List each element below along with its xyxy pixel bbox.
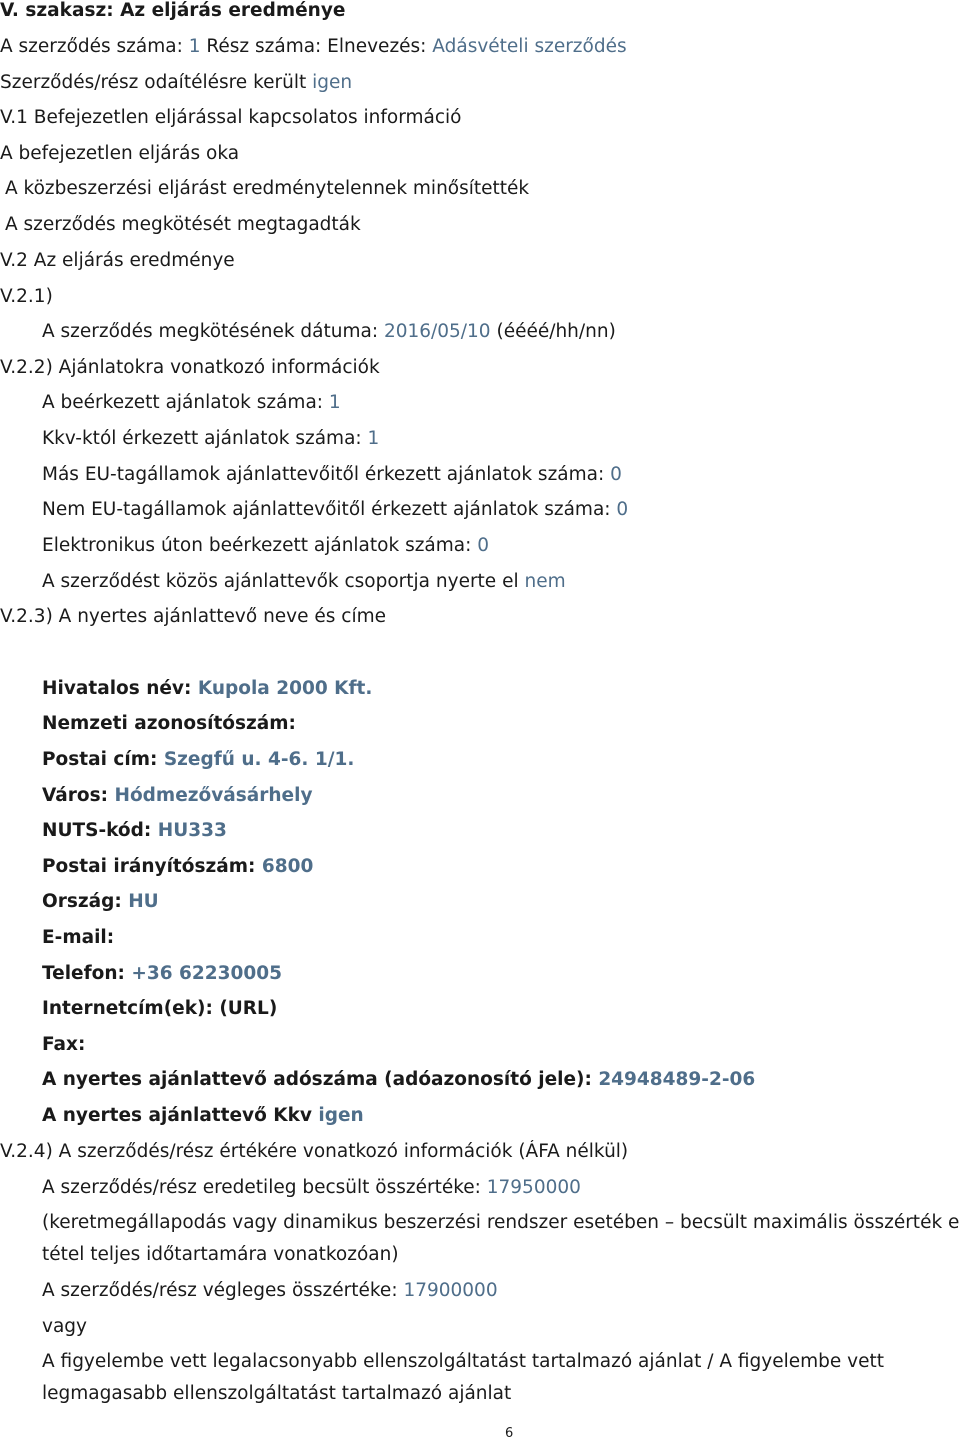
contract-name-value: Adásvételi szerződés (432, 36, 627, 57)
winner-field (42, 926, 114, 950)
winner-field-value: 24948489-2-06 (598, 1069, 756, 1090)
winner-field (42, 712, 296, 736)
offer-row (42, 498, 628, 522)
offer-row-label: A beérkezett ajánlatok száma: (42, 392, 329, 413)
offer-row-value: 0 (610, 464, 622, 485)
winner-field-label: NUTS-kód: (42, 820, 158, 841)
framework-note-line-1: (keretmegállapodás vagy dinamikus beszerzési rendszer esetében – becsült maximális összérték e (42, 1212, 960, 1233)
awarded-label: Szerződés/rész odaítélésre került (0, 72, 313, 93)
winner-field-value: Kupola 2000 Kft. (197, 678, 373, 699)
final-value: 17900000 (403, 1280, 498, 1301)
winner-field-value: 6800 (261, 856, 314, 877)
estimated-value-line (42, 1176, 581, 1200)
winner-field (42, 784, 313, 808)
v1-reason-1: A közbeszerzési eljárást eredménytelennek minősítették (5, 178, 530, 199)
winner-field-label: Város: (42, 785, 115, 806)
contract-date-value: 2016/05/10 (383, 321, 491, 342)
winner-field (42, 819, 227, 843)
winner-field-value: Hódmezővásárhely (114, 785, 313, 806)
contract-line (0, 35, 627, 59)
winner-field-label: Hivatalos név: (42, 678, 198, 699)
winner-field-label: E-mail: (42, 927, 115, 948)
winner-field (42, 748, 354, 772)
estimated-value: 17950000 (486, 1177, 581, 1198)
winner-field-label: Postai cím: (42, 749, 164, 770)
offer-row-value: 0 (477, 535, 490, 556)
offer-row (42, 534, 489, 558)
v21-heading: V.2.1) (0, 286, 53, 307)
offer-row (42, 391, 341, 415)
offer-row-label: A szerződést közös ajánlattevők csoportja nyerte el (42, 571, 525, 592)
offer-row-value: 1 (328, 392, 341, 413)
winner-field-label: A nyertes ajánlattevő adószáma (adóazonosító jele): (42, 1069, 599, 1090)
winner-field-label: Nemzeti azonosítószám: (42, 713, 296, 734)
winner-field (42, 855, 313, 879)
winner-field (42, 1033, 85, 1057)
lowest-offer-line-1: A figyelembe vett legalacsonyabb ellenszolgáltatást tartalmazó ajánlat / A figyelembe vett (42, 1351, 884, 1372)
offer-row-value: nem (524, 571, 566, 592)
offer-row-value: 0 (616, 499, 629, 520)
winner-field (42, 890, 159, 914)
offer-row-value: 1 (367, 428, 380, 449)
offer-row-label: Más EU-tagállamok ajánlattevőitől érkezett ajánlatok száma: (42, 464, 611, 485)
v1-reason-heading: A befejezetlen eljárás oka (0, 143, 240, 164)
winner-field-label: Postai irányítószám: (42, 856, 262, 877)
contract-part-label: Rész száma: Elnevezés: (200, 36, 433, 57)
winner-field-label: Telefon: (42, 963, 132, 984)
v24-heading: V.2.4) A szerződés/rész értékére vonatkozó információk (ÁFA nélkül) (0, 1141, 629, 1162)
offer-row (42, 570, 566, 594)
offer-row (42, 463, 622, 487)
v1-heading: V.1 Befejezetlen eljárással kapcsolatos információ (0, 107, 462, 128)
offer-row (42, 427, 379, 451)
winner-field-value: HU333 (157, 820, 227, 841)
contract-number-value: 1 (188, 36, 201, 57)
contract-date-label: A szerződés megkötésének dátuma: (42, 321, 384, 342)
v22-heading: V.2.2) Ajánlatokra vonatkozó információk (0, 357, 380, 378)
winner-field-value: igen (318, 1105, 364, 1126)
offer-row-label: Kkv-któl érkezett ajánlatok száma: (42, 428, 368, 449)
lowest-offer-line-2: legmagasabb ellenszolgáltatást tartalmazó ajánlat (42, 1383, 512, 1404)
winner-field-label: Fax: (42, 1034, 86, 1055)
estimated-value-label: A szerződés/rész eredetileg becsült összértéke: (42, 1177, 487, 1198)
contract-date-format: (éééé/hh/nn) (490, 321, 616, 342)
awarded-line (0, 71, 352, 95)
offer-row-label: Elektronikus úton beérkezett ajánlatok száma: (42, 535, 478, 556)
v1-reason-2: A szerződés megkötését megtagadták (5, 214, 361, 235)
winner-field-label: Internetcím(ek): (URL) (42, 998, 278, 1019)
page-number: 6 (505, 1426, 514, 1441)
v23-heading: V.2.3) A nyertes ajánlattevő neve és címe (0, 606, 387, 627)
final-value-line (42, 1279, 498, 1303)
winner-field (42, 1068, 755, 1092)
contract-number-label: A szerződés száma: (0, 36, 189, 57)
winner-field-value: +36 62230005 (131, 963, 283, 984)
offer-row-label: Nem EU-tagállamok ajánlattevőitől érkezett ajánlatok száma: (42, 499, 617, 520)
winner-field-value: HU (128, 891, 159, 912)
or-text: vagy (42, 1316, 87, 1337)
winner-field (42, 677, 372, 701)
section-title: V. szakasz: Az eljárás eredménye (0, 0, 346, 21)
awarded-value: igen (312, 72, 353, 93)
framework-note-line-2: tétel teljes időtartamára vonatkozóan) (42, 1244, 399, 1265)
winner-field-label: A nyertes ajánlattevő Kkv (42, 1105, 319, 1126)
contract-date-line (42, 320, 616, 344)
v2-heading: V.2 Az eljárás eredménye (0, 250, 235, 271)
winner-field (42, 1104, 364, 1128)
winner-field (42, 962, 282, 986)
final-value-label: A szerződés/rész végleges összértéke: (42, 1280, 404, 1301)
winner-field-label: Ország: (42, 891, 129, 912)
winner-field-value: Szegfű u. 4-6. 1/1. (163, 749, 355, 770)
winner-field (42, 997, 277, 1021)
